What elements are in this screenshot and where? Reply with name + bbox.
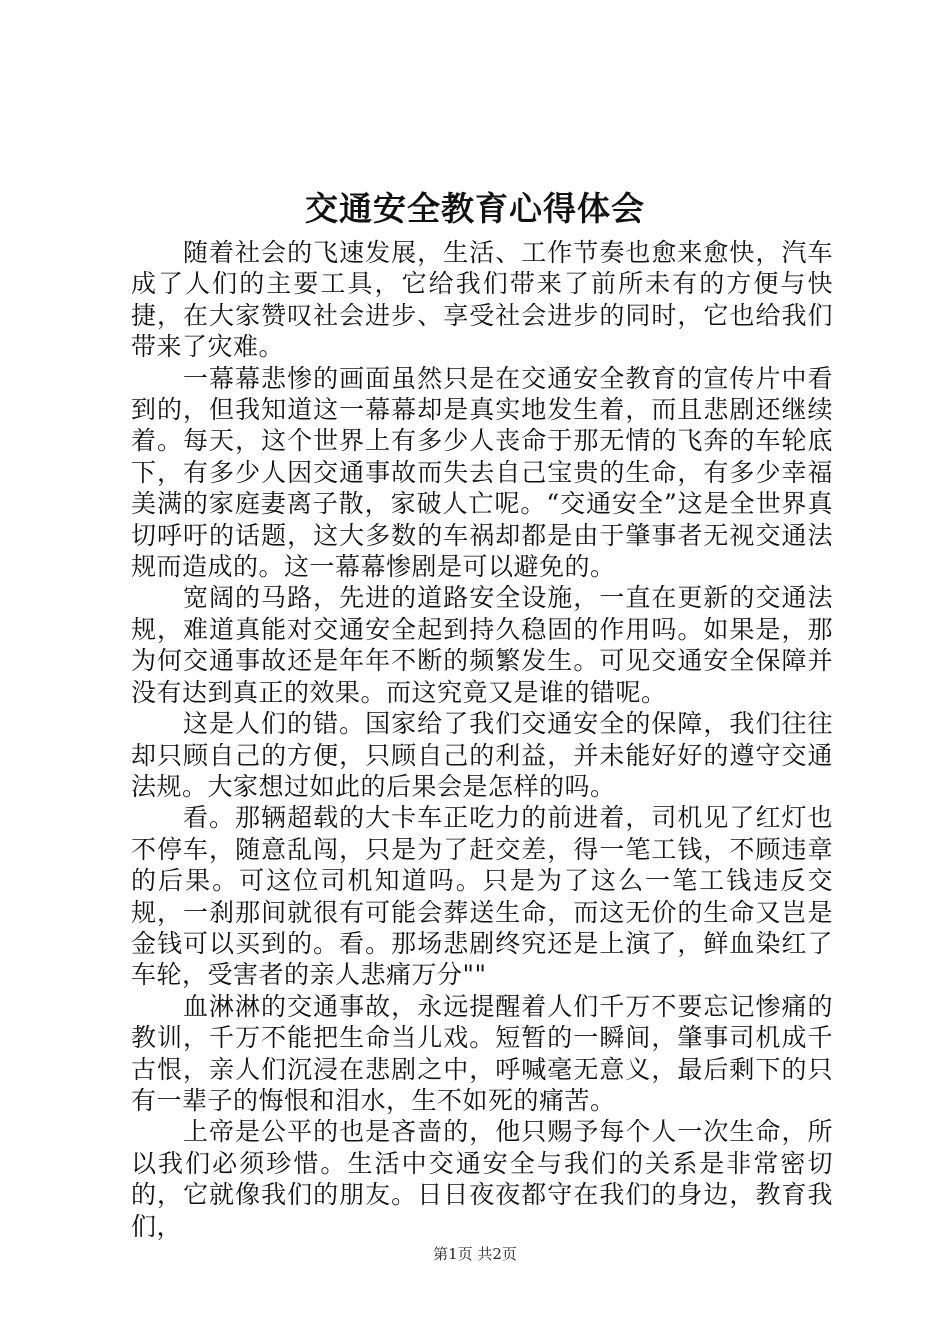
paragraph: 这是人们的错。国家给了我们交通安全的保障，我们往往却只顾自己的方便，只顾自己的利益，并未能好好的遵守交通法规。大家想过如此的后果会是怎样的吗。 <box>131 709 833 801</box>
document-title: 交通安全教育心得体会 <box>305 189 645 228</box>
paragraph: 一幕幕悲惨的画面虽然只是在交通安全教育的宣传片中看到的，但我知道这一幕幕却是真实地发生着，而且悲剧还继续着。每天，这个世界上有多少人丧命于那无情的飞奔的车轮底下，有多少人因交通事故而失去自己宝贵的生命，有多少幸福美满的家庭妻离子散，家破人亡呢。“交通安全”这是全世界真切呼吁的话题，这大多数的车祸却都是由于肇事者无视交通法规而造成的。这一幕幕惨剧是可以避免的。 <box>131 363 833 582</box>
paragraph: 随着社会的飞速发展，生活、工作节奏也愈来愈快，汽车成了人们的主要工具，它给我们带来了前所未有的方便与快捷，在大家赞叹社会进步、享受社会进步的同时，它也给我们带来了灾难。 <box>131 238 833 362</box>
paragraph: 血淋淋的交通事故，永远提醒着人们千万不要忘记惨痛的教训，千万不能把生命当儿戏。短暂的一瞬间，肇事司机成千古恨，亲人们沉浸在悲剧之中，呼喊毫无意义，最后剩下的只有一辈子的悔恨和泪水，生不如死的痛苦。 <box>131 991 833 1115</box>
paragraph: 看。那辆超载的大卡车正吃力的前进着，司机见了红灯也不停车，随意乱闯，只是为了赶交差，得一笔工钱，不顾违章的后果。可这位司机知道吗。只是为了这么一笔工钱违反交规，一刹那间就很有可能会葬送生命，而这无价的生命又岂是金钱可以买到的。看。那场悲剧终究还是上演了，鲜血染红了车轮，受害者的亲人悲痛万分"" <box>131 803 833 990</box>
paragraph: 宽阔的马路，先进的道路安全设施，一直在更新的交通法规，难道真能对交通安全起到持久稳固的作用吗。如果是，那为何交通事故还是年年不断的频繁发生。可见交通安全保障并没有达到真正的效果。而这究竟又是谁的错呢。 <box>131 583 833 707</box>
page-number-footer: 第1页 共2页 <box>433 1245 517 1263</box>
paragraph: 上帝是公平的也是吝啬的，他只赐予每个人一次生命，所以我们必须珍惜。生活中交通安全与我们的关系是非常密切的，它就像我们的朋友。日日夜夜都守在我们的身边，教育我们， <box>131 1117 833 1241</box>
document-body <box>131 237 833 1242</box>
